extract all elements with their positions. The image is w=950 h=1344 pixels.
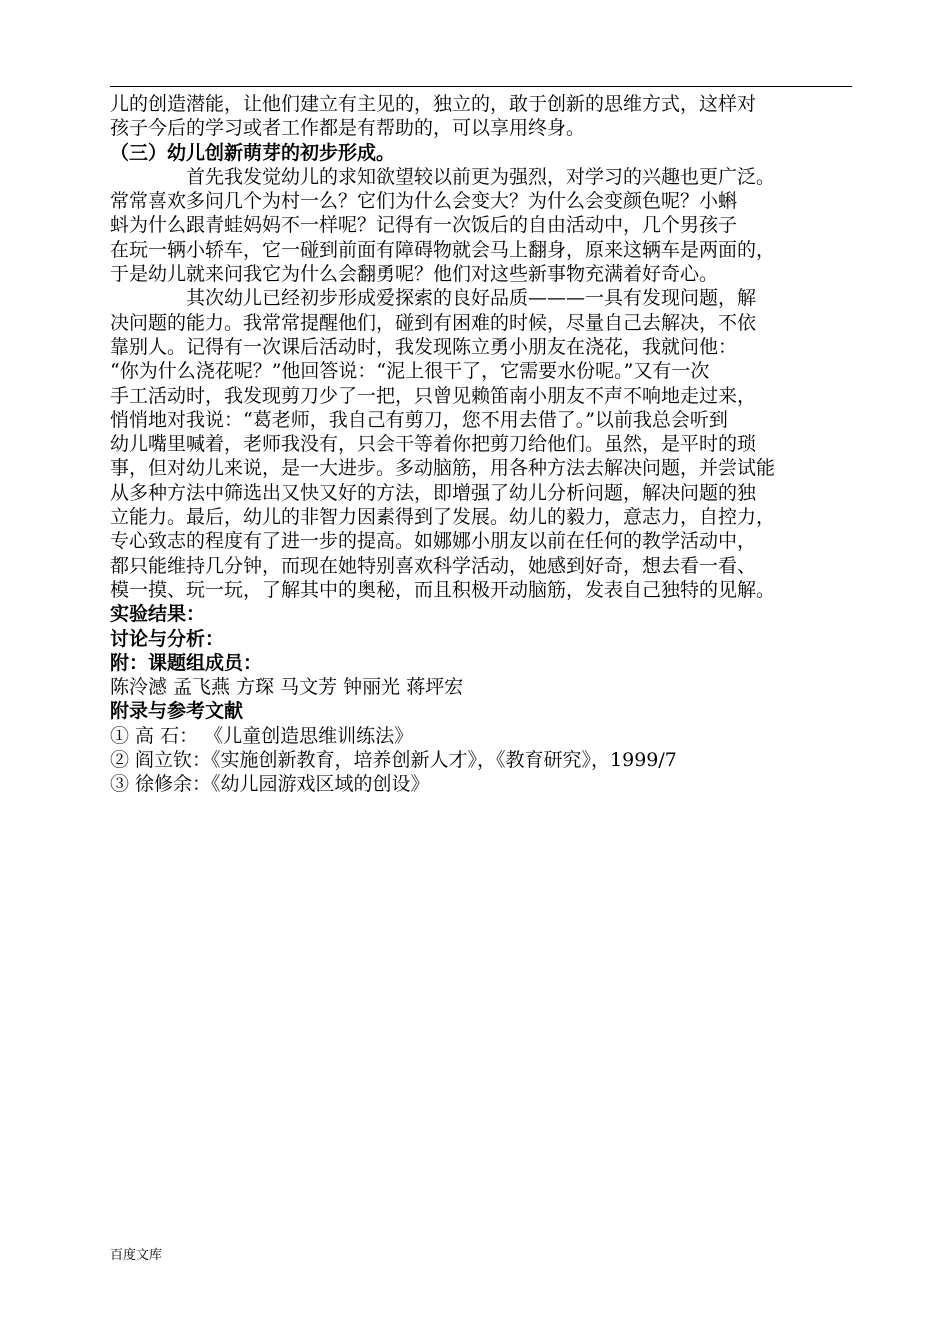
paragraph-3-line: 都只能维持几分钟，而现在她特别喜欢科学活动，她感到好奇，想去看一看、 [110,554,757,577]
paragraph-3-line: 其次幼儿已经初步形成爱探索的良好品质———一具有发现问题，解 [186,287,757,310]
results-heading: 实验结果： [110,603,206,626]
document-body [110,92,860,797]
reference-item: ② 阎立钦：《实施创新教育，培养创新人才》，《教育研究》，1999/7 [110,749,677,772]
references-heading: 附录与参考文献 [110,700,244,723]
members-list: 陈泠澸 孟飞燕 方琛 马文芳 钟丽光 蒋坪宏 [110,676,464,699]
reference-item: ① 高 石： 《儿童创造思维训练法》 [110,724,414,747]
members-heading: 附：课题组成员： [110,651,263,674]
paragraph-3-line: 幼儿嘴里喊着，老师我没有，只会干等着你把剪刀给他们。虽然，是平时的琐 [110,433,757,456]
paragraph-3-line: 事，但对幼儿来说，是一大进步。多动脑筋，用各种方法去解决问题，并尝试能 [110,457,776,480]
paragraph-2-line: 蚪为什么跟青蛙妈妈不一样呢？记得有一次饭后的自由活动中，几个男孩子 [110,214,738,237]
paragraph-2-line: 于是幼儿就来问我它为什么会翻勇呢？他们对这些新事物充满着好奇心。 [110,263,719,286]
paragraph-3-line: 模一摸、玩一玩，了解其中的奥秘，而且积极开动脑筋，发表自己独特的见解。 [110,578,776,601]
section-3-heading: （三）幼儿创新萌芽的初步形成。 [110,141,396,164]
paragraph-3-line: 决问题的能力。我常常提醒他们，碰到有困难的时候，尽量自己去解决，不依 [110,311,757,334]
discussion-heading: 讨论与分析： [110,627,225,650]
paragraph-1-line: 儿的创造潜能，让他们建立有主见的，独立的，敢于创新的思维方式，这样对 [110,93,757,115]
paragraph-3-line: 悄悄地对我说：“葛老师，我自己有剪刀，您不用去借了。”以前我总会听到 [110,408,728,431]
paragraph-2-line: 常常喜欢多问几个为村一么？它们为什么会变大？为什么会变颜色呢？小蝌 [110,190,738,213]
paragraph-1-line: 孩子今后的学习或者工作都是有帮助的，可以享用终身。 [110,117,586,140]
header-rule [110,86,852,87]
paragraph-3-line: 手工活动时，我发现剪刀少了一把，只曾见赖笛南小朋友不声不响地走过来， [110,384,757,407]
paragraph-2-line: 在玩一辆小轿车，它一碰到前面有障碍物就会马上翻身，原来这辆车是两面的， [110,238,776,261]
paragraph-2-line: 首先我发觉幼儿的求知欲望较以前更为强烈，对学习的兴趣也更广泛。 [186,165,776,188]
reference-item: ③ 徐修余：《幼儿园游戏区域的创设》 [110,773,430,796]
paragraph-3-line: “你为什么浇花呢？”他回答说：“泥上很干了，它需要水份呢。”又有一次 [110,360,710,383]
paragraph-3-line: 靠别人。记得有一次课后活动时，我发现陈立勇小朋友在浇花，我就问他： [110,335,738,358]
paragraph-3-line: 专心致志的程度有了进一步的提高。如娜娜小朋友以前在任何的教学活动中， [110,530,757,553]
page-footer: 百度文库 [110,1248,163,1263]
paragraph-3-line: 从多种方法中筛选出又快又好的方法，即增强了幼儿分析问题，解决问题的独 [110,481,757,504]
paragraph-3-line: 立能力。最后，幼儿的非智力因素得到了发展。幼儿的毅力，意志力，自控力， [110,506,776,529]
